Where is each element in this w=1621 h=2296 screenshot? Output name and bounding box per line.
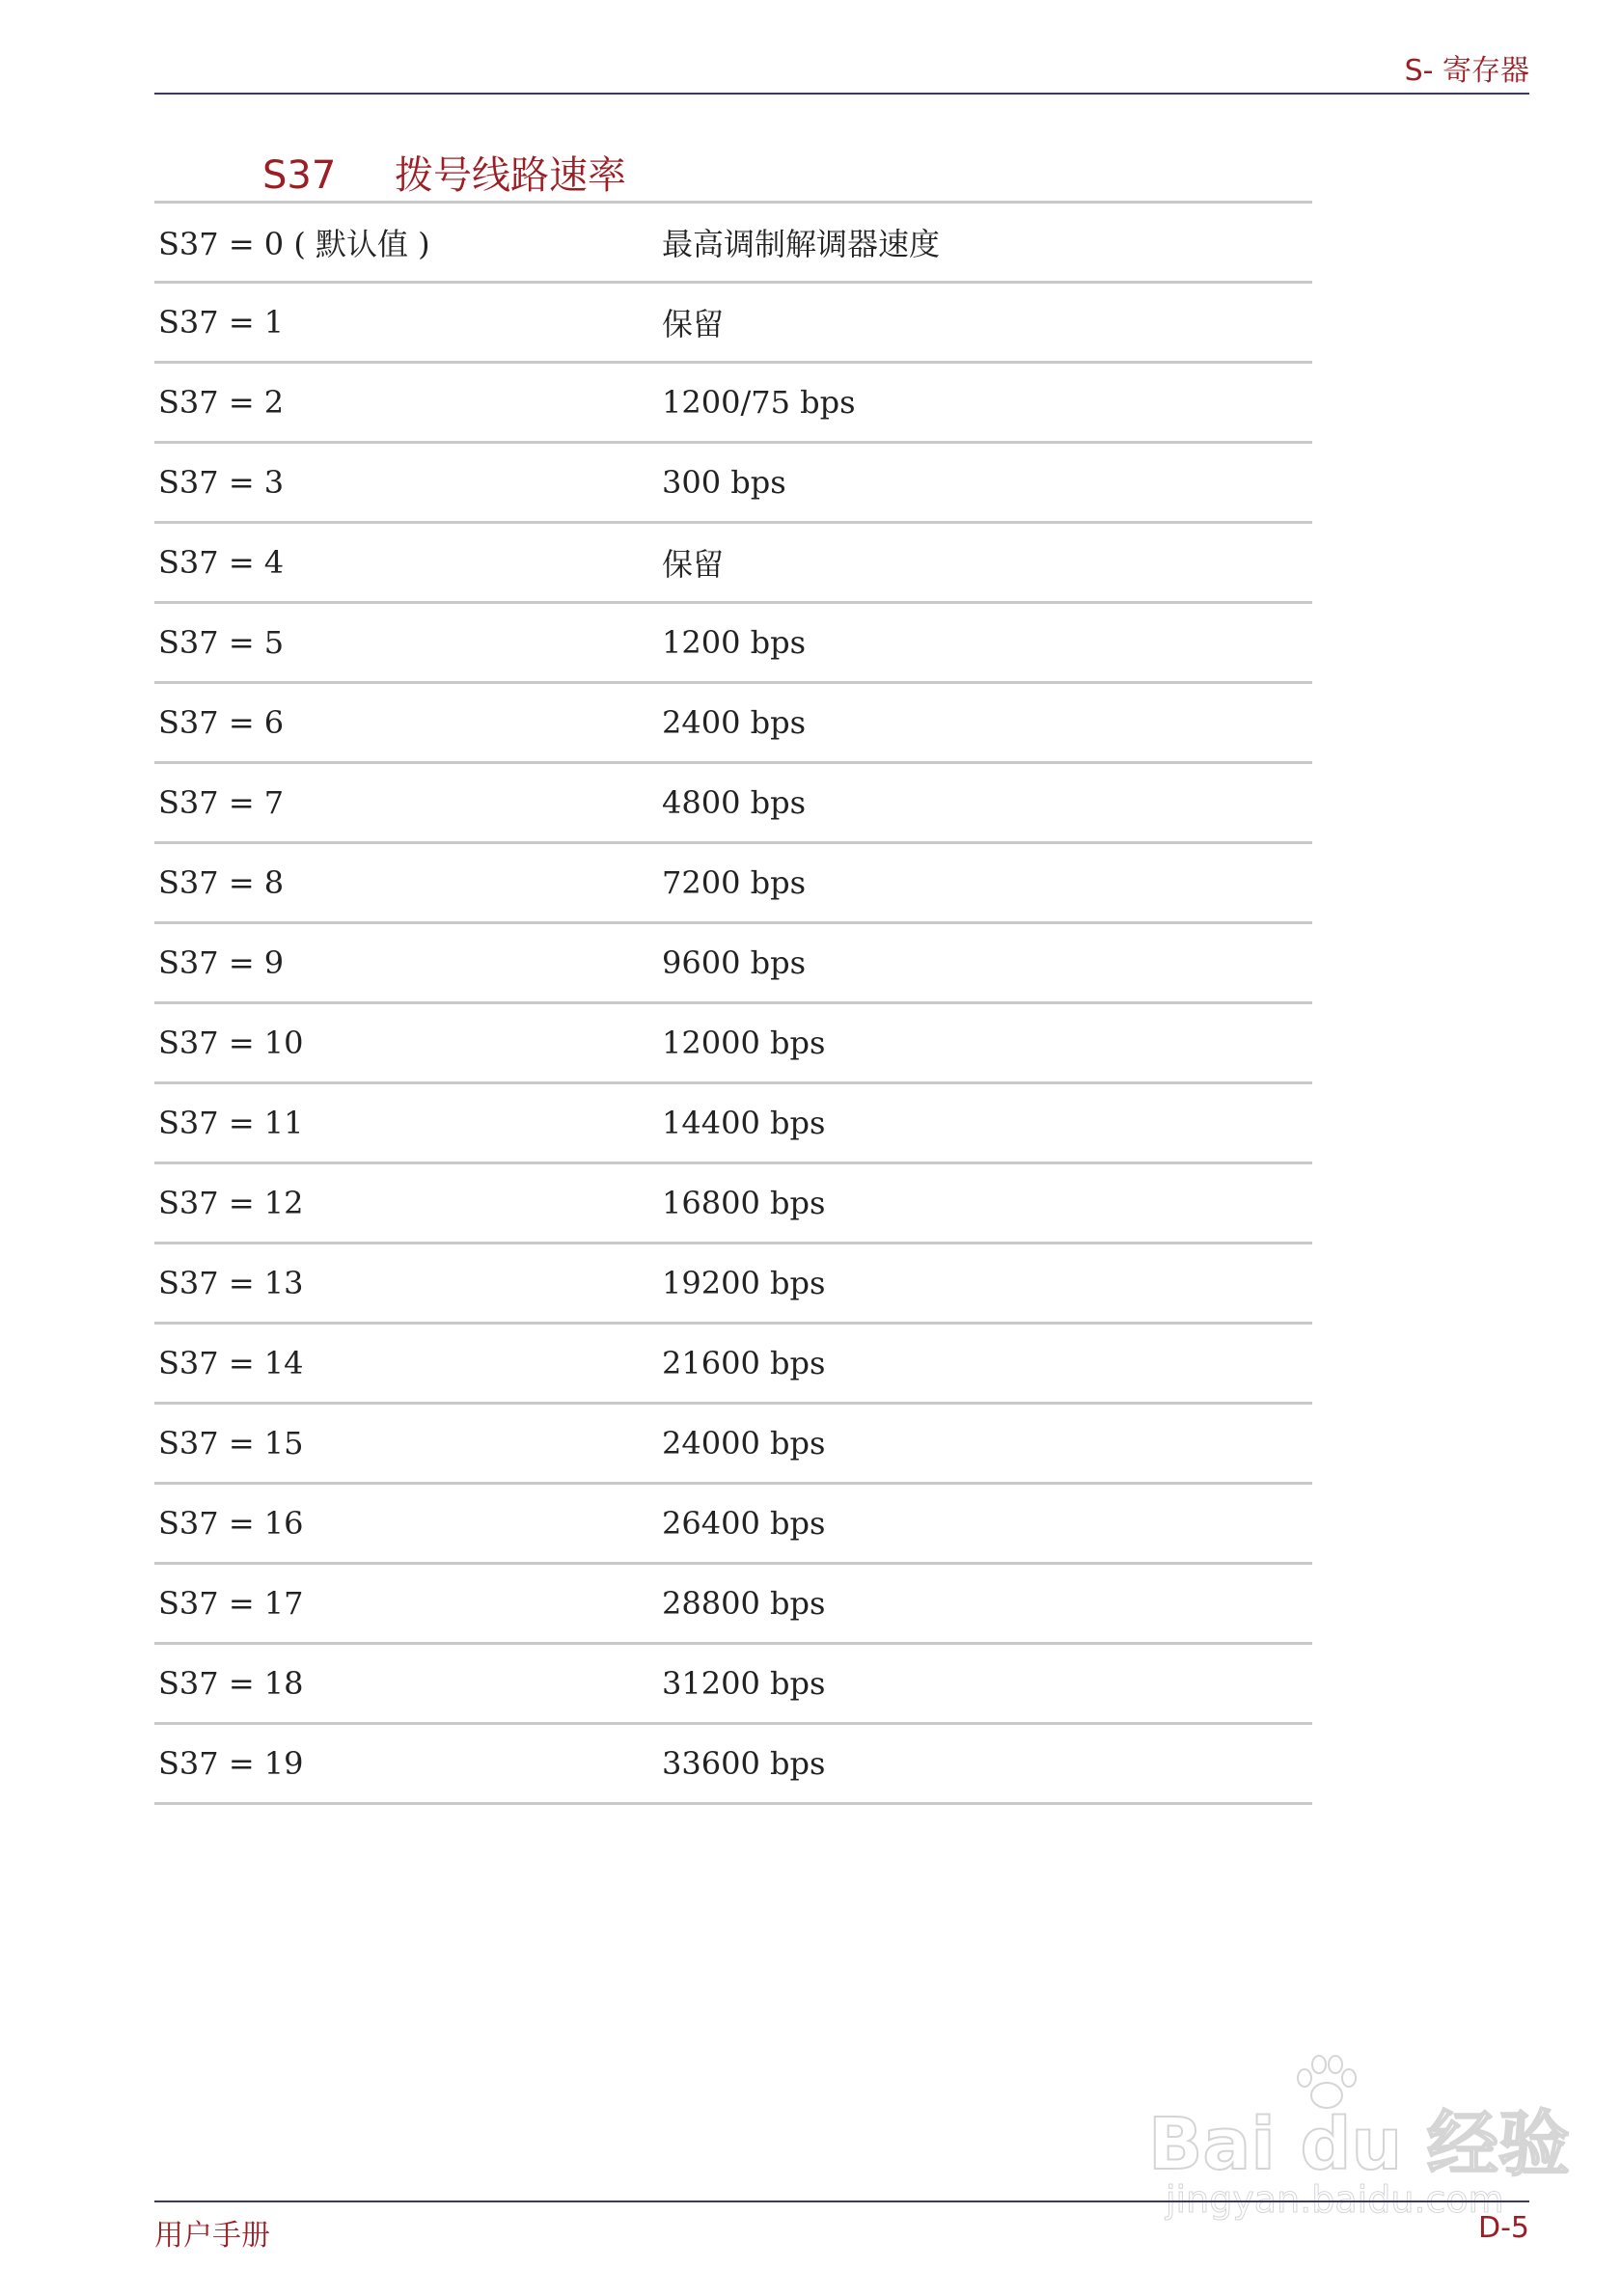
setting-cell: S37 = 0 ( 默认值 ) — [154, 203, 658, 283]
table-row — [154, 443, 1312, 523]
setting-cell: S37 = 13 — [154, 1244, 658, 1324]
description-cell: 9600 bps — [658, 923, 1312, 1003]
table-row — [154, 1324, 1312, 1404]
description-cell: 31200 bps — [658, 1644, 1312, 1724]
register-values-table — [154, 201, 1312, 1805]
description-cell: 14400 bps — [658, 1083, 1312, 1163]
setting-cell: S37 = 14 — [154, 1324, 658, 1404]
setting-cell: S37 = 16 — [154, 1484, 658, 1564]
description-cell: 保留 — [658, 283, 1312, 363]
description-cell: 21600 bps — [658, 1324, 1312, 1404]
header-divider — [154, 93, 1529, 95]
running-header-section: S- 寄存器 — [1404, 54, 1529, 88]
watermark-text: Bai du 经验 — [1148, 2103, 1570, 2186]
table-row — [154, 1644, 1312, 1724]
setting-cell: S37 = 19 — [154, 1724, 658, 1804]
description-cell: 7200 bps — [658, 843, 1312, 923]
setting-cell: S37 = 12 — [154, 1163, 658, 1244]
table-row — [154, 363, 1312, 443]
table-body — [154, 203, 1312, 1804]
footer-manual-title: 用户手册 — [154, 2219, 270, 2253]
setting-cell: S37 = 10 — [154, 1003, 658, 1083]
setting-cell: S37 = 5 — [154, 603, 658, 683]
setting-cell: S37 = 3 — [154, 443, 658, 523]
table-row — [154, 603, 1312, 683]
section-heading — [262, 145, 626, 200]
description-cell: 保留 — [658, 523, 1312, 603]
description-cell: 28800 bps — [658, 1564, 1312, 1644]
table-row — [154, 923, 1312, 1003]
setting-cell: S37 = 18 — [154, 1644, 658, 1724]
table-row — [154, 1163, 1312, 1244]
setting-cell: S37 = 17 — [154, 1564, 658, 1644]
watermark-logo — [1148, 2055, 1570, 2228]
table-row — [154, 843, 1312, 923]
description-cell: 4800 bps — [658, 763, 1312, 843]
register-title: 拨号线路速率 — [395, 153, 627, 198]
setting-cell: S37 = 9 — [154, 923, 658, 1003]
table-row — [154, 1484, 1312, 1564]
description-cell: 19200 bps — [658, 1244, 1312, 1324]
table-row — [154, 1003, 1312, 1083]
setting-cell: S37 = 7 — [154, 763, 658, 843]
table-row — [154, 683, 1312, 763]
table-row — [154, 1404, 1312, 1484]
description-cell: 24000 bps — [658, 1404, 1312, 1484]
description-cell: 1200/75 bps — [658, 363, 1312, 443]
description-cell: 2400 bps — [658, 683, 1312, 763]
table-row — [154, 523, 1312, 603]
register-code: S37 — [262, 153, 337, 198]
table-row — [154, 763, 1312, 843]
table-row — [154, 203, 1312, 283]
table-row — [154, 1244, 1312, 1324]
setting-cell: S37 = 1 — [154, 283, 658, 363]
table-row — [154, 1083, 1312, 1163]
watermark-url: jingyan.baidu.com — [1166, 2178, 1504, 2221]
page-number: D-5 — [1477, 2211, 1529, 2245]
setting-cell: S37 = 2 — [154, 363, 658, 443]
table-row — [154, 1724, 1312, 1804]
footer-divider — [154, 2200, 1529, 2202]
table-row — [154, 1564, 1312, 1644]
table-row — [154, 283, 1312, 363]
setting-cell: S37 = 8 — [154, 843, 658, 923]
description-cell: 16800 bps — [658, 1163, 1312, 1244]
setting-cell: S37 = 11 — [154, 1083, 658, 1163]
description-cell: 33600 bps — [658, 1724, 1312, 1804]
setting-cell: S37 = 4 — [154, 523, 658, 603]
setting-cell: S37 = 6 — [154, 683, 658, 763]
description-cell: 26400 bps — [658, 1484, 1312, 1564]
description-cell: 1200 bps — [658, 603, 1312, 683]
description-cell: 12000 bps — [658, 1003, 1312, 1083]
description-cell: 最高调制解调器速度 — [658, 203, 1312, 283]
description-cell: 300 bps — [658, 443, 1312, 523]
setting-cell: S37 = 15 — [154, 1404, 658, 1484]
